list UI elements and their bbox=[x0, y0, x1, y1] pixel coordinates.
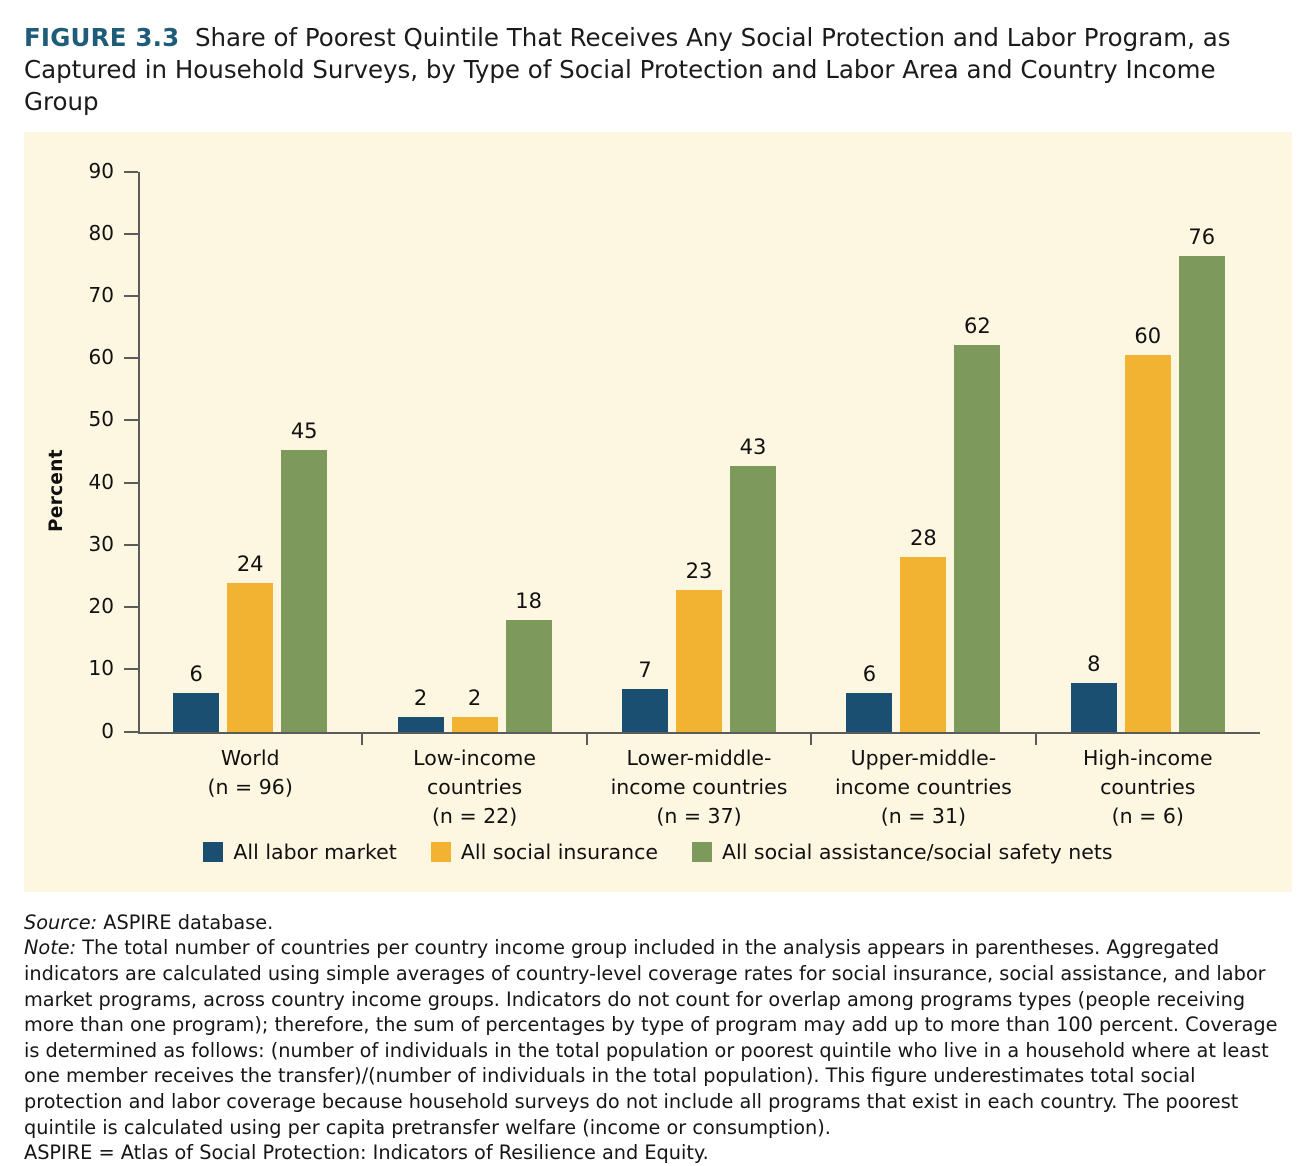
y-tick bbox=[124, 357, 138, 359]
category-label-line: World bbox=[220, 745, 280, 770]
bar bbox=[1071, 652, 1117, 732]
bar bbox=[846, 661, 892, 732]
plot-wrapper bbox=[24, 132, 1292, 832]
note-label: Note: bbox=[24, 936, 77, 960]
y-tick-label: 70 bbox=[88, 282, 114, 307]
y-tick-label: 10 bbox=[88, 656, 114, 681]
y-tick-label: 0 bbox=[101, 718, 114, 743]
legend-item[interactable] bbox=[431, 840, 658, 864]
note-text: The total number of countries per country income group included in the analysis appears in parentheses. Aggregated indicators are calculated using simple averages of country-level coverage rates for social insurance, social assistance, and labor market programs, across country income groups. Indicators do not count for overlap among programs types (people receiving more than one program); therefore, the sum of percentages by type of program may add up to more than 100 percent. Coverage is determined as follows: (number of individuals in the total population or poorest quintile who live in a household where at least one member receives the transfer)/(number of individuals in the total population). This figure underestimates total social protection and labor coverage because household surveys do not include all programs that exist in each country. The poorest quintile is calculated using per capita pretransfer welfare (income or consumption). bbox=[24, 936, 1278, 1139]
y-tick bbox=[124, 482, 138, 484]
figure-notes bbox=[24, 910, 1294, 1166]
category-label-line: (n = 22) bbox=[431, 803, 518, 828]
y-axis-title: Percent bbox=[46, 448, 67, 532]
y-tick bbox=[124, 731, 138, 733]
category-label bbox=[811, 744, 1035, 831]
bar-value-label: 28 bbox=[910, 526, 937, 551]
bar bbox=[227, 552, 273, 731]
category-label-line: countries bbox=[426, 774, 523, 799]
y-tick bbox=[124, 419, 138, 421]
category-label-line: Low-income bbox=[413, 745, 537, 770]
source-text: ASPIRE database. bbox=[97, 910, 274, 934]
legend-label: All labor market bbox=[233, 839, 397, 864]
y-tick bbox=[124, 544, 138, 546]
y-tick bbox=[124, 606, 138, 608]
chart-legend bbox=[24, 840, 1292, 864]
bar bbox=[1179, 224, 1225, 732]
abbreviation-line: ASPIRE = Atlas of Social Protection: Indicators of Resilience and Equity. bbox=[24, 1141, 709, 1165]
y-tick bbox=[124, 295, 138, 297]
bar-value-label: 43 bbox=[739, 435, 767, 460]
y-tick bbox=[124, 233, 138, 235]
bars-layer bbox=[138, 172, 1260, 732]
bar-value-label: 24 bbox=[236, 552, 264, 577]
legend-label: All social insurance bbox=[460, 839, 658, 864]
page-title bbox=[24, 22, 1292, 118]
bar-value-label: 62 bbox=[964, 313, 991, 338]
legend-label: All social assistance/social safety nets bbox=[721, 839, 1113, 864]
category-label-line: income countries bbox=[834, 774, 1012, 799]
source-label: Source: bbox=[24, 910, 98, 934]
bar-value-label: 76 bbox=[1188, 224, 1216, 249]
bar-value-label: 2 bbox=[467, 685, 482, 710]
x-axis-line bbox=[138, 732, 1260, 734]
bar bbox=[622, 658, 668, 731]
bar-value-label: 6 bbox=[862, 661, 877, 686]
bar bbox=[730, 435, 776, 731]
bar bbox=[954, 313, 1000, 732]
y-tick-label: 30 bbox=[88, 531, 114, 556]
note-line bbox=[24, 935, 1294, 1140]
figure-title-text: Share of Poorest Quintile That Receives Any Social Protection and Labor Program, as Captured in Household Surveys, by Type of Social Protection and Labor Area and Country Income Group bbox=[24, 23, 1231, 116]
bar-value-label: 23 bbox=[685, 559, 713, 584]
legend-swatch bbox=[431, 842, 451, 862]
source-line bbox=[24, 910, 1294, 936]
category-label-line: Upper-middle- bbox=[850, 745, 997, 770]
bar-value-label: 2 bbox=[413, 686, 428, 711]
bar bbox=[398, 686, 444, 731]
y-tick-label: 20 bbox=[88, 594, 114, 619]
legend-item[interactable] bbox=[692, 840, 1113, 864]
category-label-line: High-income bbox=[1082, 745, 1213, 770]
bar-value-label: 60 bbox=[1134, 324, 1162, 349]
bar-value-label: 18 bbox=[515, 588, 542, 613]
plot-area bbox=[88, 158, 1260, 743]
y-tick-label: 50 bbox=[88, 407, 114, 432]
bar bbox=[506, 588, 552, 732]
bar bbox=[281, 418, 327, 732]
category-label-line: income countries bbox=[610, 774, 788, 799]
category-labels bbox=[138, 744, 1260, 854]
category-label-line: Lower-middle- bbox=[626, 745, 772, 770]
bar bbox=[1125, 324, 1171, 731]
y-tick-label: 90 bbox=[88, 158, 114, 183]
y-tick-label: 60 bbox=[88, 345, 114, 370]
category-label bbox=[587, 744, 811, 831]
bar bbox=[173, 661, 219, 732]
category-label-line: (n = 96) bbox=[207, 774, 293, 799]
chart-panel bbox=[24, 132, 1292, 892]
legend-swatch bbox=[692, 842, 712, 862]
category-label bbox=[1036, 744, 1260, 831]
bar-value-label: 7 bbox=[638, 658, 652, 683]
y-tick-label: 40 bbox=[88, 469, 114, 494]
bar bbox=[900, 526, 946, 731]
bar bbox=[452, 685, 498, 732]
category-label-line: (n = 31) bbox=[880, 803, 967, 828]
bar bbox=[676, 559, 722, 731]
figure-number: FIGURE 3.3 bbox=[24, 23, 180, 52]
bar-value-label: 6 bbox=[189, 661, 203, 686]
category-label bbox=[362, 744, 586, 831]
bar-value-label: 45 bbox=[290, 418, 318, 443]
y-tick bbox=[124, 668, 138, 670]
category-label bbox=[138, 744, 362, 802]
legend-swatch bbox=[203, 842, 223, 862]
y-tick-label: 80 bbox=[88, 220, 114, 245]
bar-value-label: 8 bbox=[1087, 652, 1101, 676]
y-tick bbox=[124, 171, 138, 173]
category-label-line: countries bbox=[1100, 774, 1196, 799]
category-label-line: (n = 37) bbox=[656, 803, 742, 828]
category-label-line: (n = 6) bbox=[1111, 803, 1184, 828]
legend-item[interactable] bbox=[203, 840, 396, 864]
